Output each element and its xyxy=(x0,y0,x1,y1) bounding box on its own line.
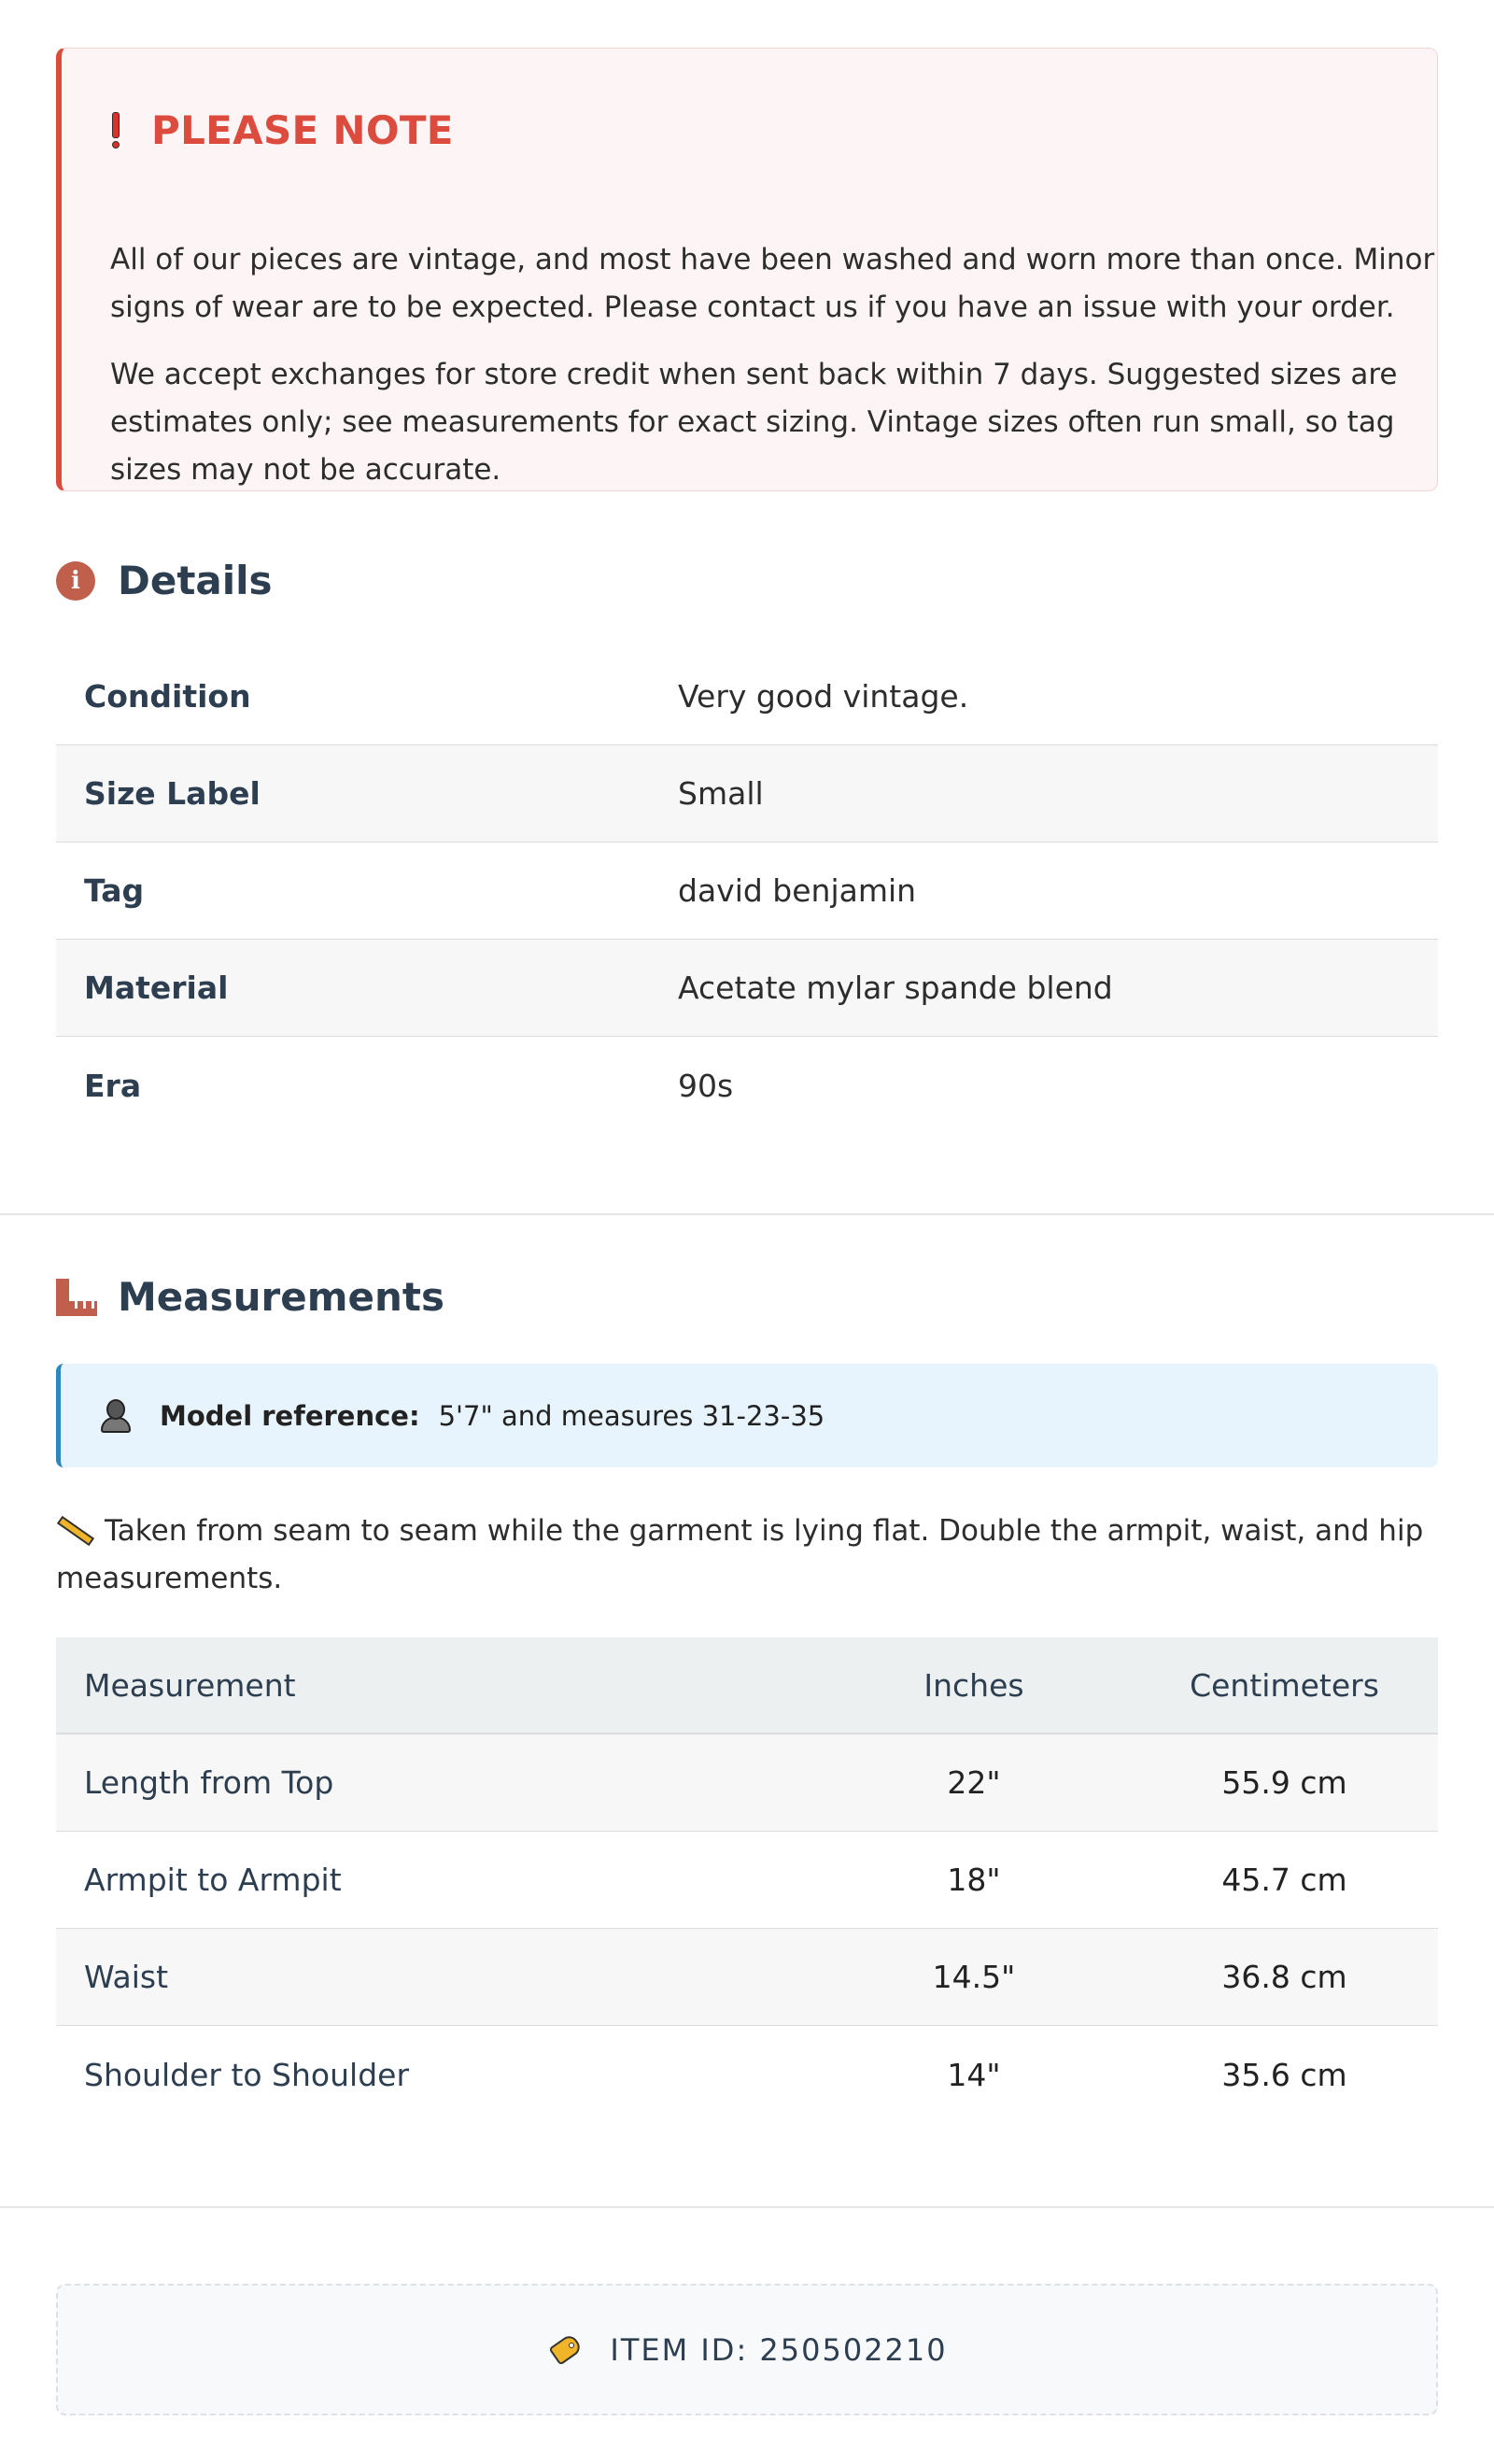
exclamation-icon xyxy=(110,112,120,149)
measurement-inches: 18" xyxy=(947,1862,1001,1898)
table-row xyxy=(56,2026,1438,2123)
details-value: Acetate mylar spande blend xyxy=(678,970,1113,1006)
measurement-name: Shoulder to Shoulder xyxy=(84,2056,410,2093)
notice-title: PLEASE NOTE xyxy=(151,107,454,153)
details-label: Size Label xyxy=(84,775,261,812)
details-title: Details xyxy=(118,558,273,603)
column-header-centimeters: Centimeters xyxy=(1190,1666,1379,1704)
measurement-inches: 14" xyxy=(947,2056,1001,2093)
measurement-note-text: Taken from seam to seam while the garment is lying flat. Double the armpit, waist, and hip measurements. xyxy=(56,1514,1424,1595)
measurement-cm: 35.6 cm xyxy=(1221,2056,1347,2093)
notice-box xyxy=(56,48,1438,491)
person-icon xyxy=(100,1398,132,1434)
measurement-inches: 14.5" xyxy=(932,1959,1016,1995)
measurement-inches: 22" xyxy=(947,1764,1001,1801)
details-label: Era xyxy=(84,1067,142,1104)
notice-paragraph-2: We accept exchanges for store credit when sent back within 7 days. Suggested sizes are estimates only; see measurements for exact sizing. Vintage sizes often run small, so tag sizes may not be accurate. xyxy=(110,358,1398,487)
model-reference-box xyxy=(56,1364,1438,1467)
details-value: david benjamin xyxy=(678,872,917,909)
measurements-header xyxy=(56,1274,444,1320)
measurement-cm: 45.7 cm xyxy=(1221,1862,1347,1898)
details-label: Material xyxy=(84,970,229,1006)
section-divider xyxy=(0,2206,1494,2208)
measurement-name: Waist xyxy=(84,1959,169,1995)
measurements-header-row xyxy=(56,1637,1438,1735)
table-row xyxy=(56,1735,1438,1832)
table-row xyxy=(56,1929,1438,2026)
measurement-cm: 36.8 cm xyxy=(1221,1959,1347,1995)
ruler-icon xyxy=(56,1279,97,1316)
details-row-era xyxy=(56,1037,1438,1134)
item-id-text: ITEM ID: 250502210 xyxy=(610,2331,948,2368)
info-icon: i xyxy=(56,561,95,601)
column-header-inches: Inches xyxy=(923,1666,1024,1704)
details-row-material xyxy=(56,940,1438,1037)
section-divider xyxy=(0,1213,1494,1215)
details-value: 90s xyxy=(678,1067,734,1104)
item-id-box xyxy=(56,2284,1438,2415)
tag-icon xyxy=(546,2333,585,2367)
measurement-name: Length from Top xyxy=(84,1764,334,1801)
measurements-title: Measurements xyxy=(118,1274,444,1320)
details-row-size-label xyxy=(56,745,1438,843)
notice-paragraph-1: All of our pieces are vintage, and most have been washed and worn more than once. Minor signs of wear are to be expected. Please contact us if you have an issue with your order. xyxy=(110,243,1435,324)
notice-header xyxy=(110,107,454,153)
measurement-note xyxy=(56,1508,1438,1603)
column-header-measurement: Measurement xyxy=(84,1666,296,1704)
details-row-tag xyxy=(56,843,1438,940)
model-reference-value: 5'7" and measures 31-23-35 xyxy=(438,1399,825,1432)
details-header xyxy=(56,558,273,603)
measurement-name: Armpit to Armpit xyxy=(84,1862,342,1898)
table-row xyxy=(56,1832,1438,1929)
measurements-table xyxy=(56,1637,1438,2123)
details-row-condition xyxy=(56,648,1438,745)
details-value: Very good vintage. xyxy=(678,678,969,715)
details-value: Small xyxy=(678,775,764,812)
model-reference-label: Model reference: xyxy=(160,1399,420,1432)
pencil-icon xyxy=(56,1516,93,1544)
measurement-cm: 55.9 cm xyxy=(1221,1764,1347,1801)
details-label: Condition xyxy=(84,678,251,715)
details-table xyxy=(56,648,1438,1134)
details-label: Tag xyxy=(84,872,145,909)
measurements-body xyxy=(56,1735,1438,2123)
